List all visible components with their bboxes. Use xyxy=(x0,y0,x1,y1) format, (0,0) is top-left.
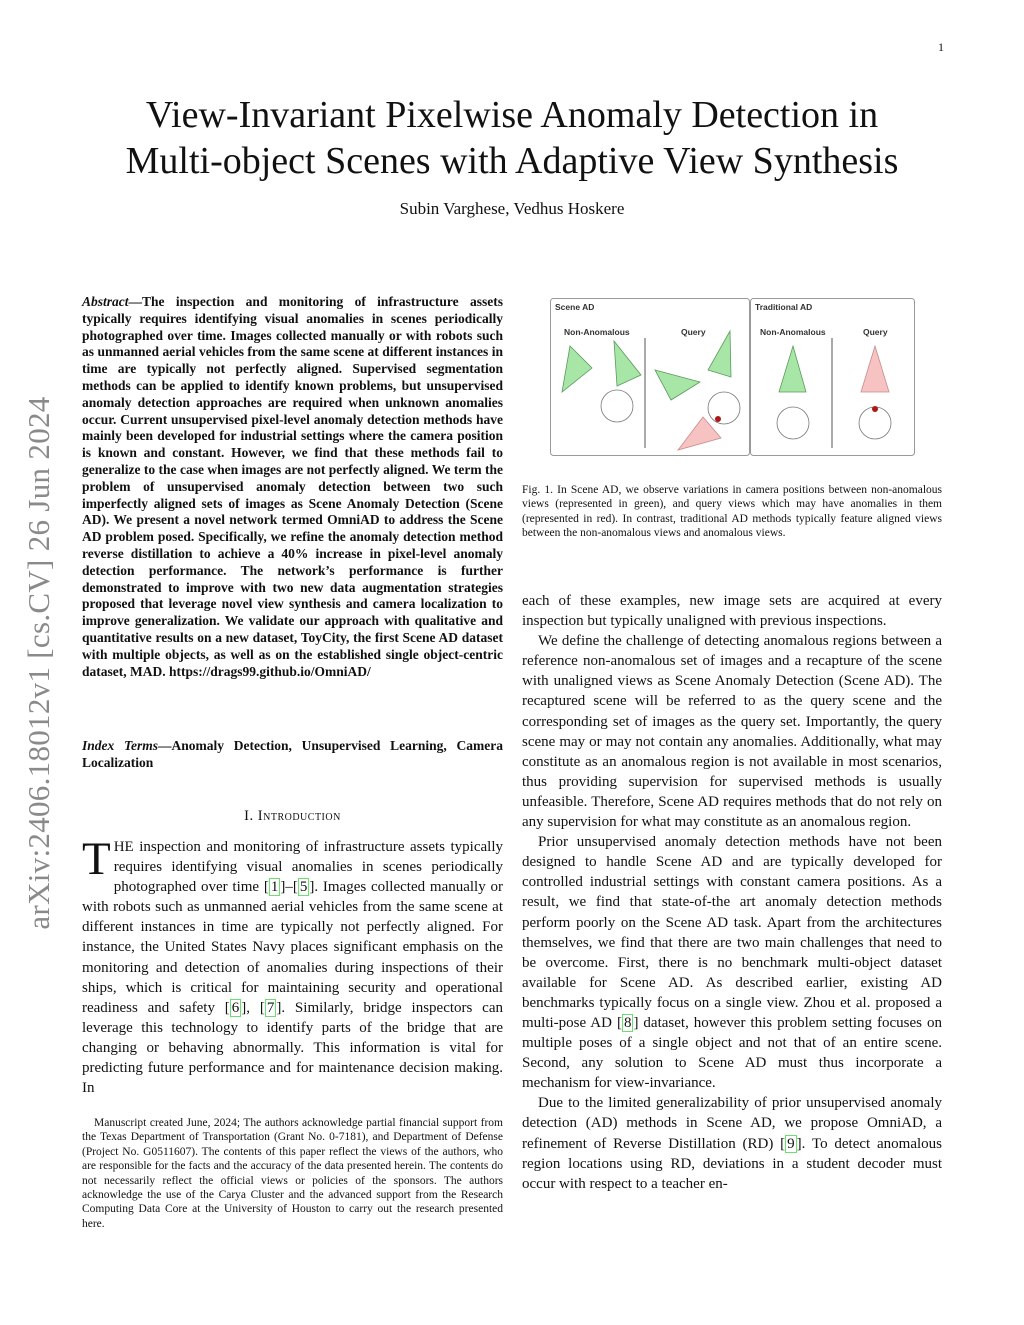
intro-text-4: ], [ xyxy=(241,999,265,1016)
paragraph-text: ]. To detect anomalous region locations using RD, deviations in a student decoder must occur with respect to a teacher en- xyxy=(522,1135,942,1192)
footnote xyxy=(82,1116,503,1231)
circle-normal xyxy=(601,390,633,422)
intro-text-3: ]. Images collected manually or with robots such as unmanned aerial vehicles from the same scene at different instances in time are typically not perfectly aligned. For instance, the United States Navy places significant emphasis on the monitoring and detection of anomalies during inspections of their ships, which is critical for maintaining security and operational readiness and safety [ xyxy=(82,879,503,1016)
index-terms-lead: Index Terms xyxy=(82,738,159,753)
section-initial: I xyxy=(257,808,264,824)
paragraph-text: Prior unsupervised anomaly detection methods have not been designed to handle Scene AD and are typically developed for controlled industrial settings with constant camera positions. As a result, we find that state-of-the art anomaly detection methods perform poorly on the Scene AD task. Apart from the architectures themselves, we find that there are two main challenges that need to be overcome. First, there is no benchmark multi-object dataset available for Scene AD. As described earlier, existing AD benchmarks typically focus on a single view. Zhou et al. proposed a multi-pose AD [ xyxy=(522,834,942,1031)
query-label: Query xyxy=(681,327,706,337)
citation-link[interactable]: 7 xyxy=(266,999,275,1016)
intro-text-1: HE inspection and monitoring of infrastructure assets typically requires identifying visual anomalies in scenes periodically photographed over time [ xyxy=(113,839,503,896)
section-heading-introduction xyxy=(82,808,503,825)
paragraph: each of these examples, new image sets are acquired at every inspection but typically unaligned with previous inspections. xyxy=(522,593,942,630)
anomaly-dot xyxy=(715,416,721,422)
title-line-2: Multi-object Scenes with Adaptive View Synthesis xyxy=(125,140,899,182)
footnote-text: Manuscript created June, 2024; The authors acknowledge partial financial support from the Texas Department of Transportation (Grant No. 0-7181), and Department of Defense (Project No. G0511607). The contents of this paper reflect the views of the authors, who are responsible for the facts and the accuracy of the data presented herein. The contents do not necessarily reflect the official views or policies of the sponsors. The authors acknowledge the use of the Carya Cluster and the advanced support from the Research Computing Data Core at the University of Houston to carry out the research presented here. xyxy=(82,1117,503,1230)
citation-link[interactable]: 8 xyxy=(623,1014,632,1031)
non-anomalous-label: Non-Anomalous xyxy=(760,327,826,337)
arxiv-stamp xyxy=(14,355,64,970)
index-terms xyxy=(82,738,503,772)
scene-ad-label: Scene AD xyxy=(555,302,595,312)
citation-link[interactable]: 5 xyxy=(299,879,308,896)
circle-normal xyxy=(708,392,740,424)
intro-paragraph xyxy=(82,833,503,1098)
abstract-lead: Abstract xyxy=(82,294,129,309)
citation-link[interactable]: 6 xyxy=(231,999,240,1016)
title-line-1: View-Invariant Pixelwise Anomaly Detection in xyxy=(145,94,879,136)
paragraph xyxy=(522,832,942,1093)
non-anomalous-label: Non-Anomalous xyxy=(564,327,630,337)
traditional-ad-label: Traditional AD xyxy=(755,302,813,312)
paper-title xyxy=(0,92,1024,184)
query-label: Query xyxy=(863,327,888,337)
authors: Subin Varghese, Vedhus Hoskere xyxy=(399,199,625,218)
page-number: 1 xyxy=(938,40,944,54)
paragraph-text: ] dataset, however this problem setting focuses on multiple poses of a single object and not that of an entire scene. Second, any solution to Scene AD must thus incorporate a mechanism for view-invariance. xyxy=(522,1014,942,1092)
arxiv-id: arXiv:2406.18012v1 [cs.CV] 26 Jun 2024 xyxy=(21,395,56,930)
paragraph xyxy=(522,1093,942,1193)
citation-link[interactable]: 9 xyxy=(787,1135,795,1152)
circle-normal xyxy=(777,407,809,439)
paragraph: We define the challenge of detecting anomalous regions between a reference non-anomalous set of images and a recapture of the scene with unaligned views as Scene Anomaly Detection (Scene AD). The recaptured scene will be referred to as the query scene and the corresponding set of images as the query set. Importantly, the query scene may or may not contain any anomalies. Additionally, what may constitute as an anomalous region is not available in most scenarios, thus providing supervision for supervised methods is usually unfeasible. Therefore, Scene AD requires methods that do not rely on any supervision for what may constitute as an anomalous region. xyxy=(522,633,942,831)
paragraph-text: Due to the limited generalizability of prior unsupervised anomaly detection (AD) methods in Scene AD, we propose OmniAD, a refinement of Reverse Distillation (RD) [ xyxy=(522,1095,942,1152)
anomaly-dot xyxy=(872,406,878,412)
figure-caption: Fig. 1. In Scene AD, we observe variations in camera positions between non-anomalous views (represented in green), and query views which may have anomalies in them (represented in red). In contrast, traditional AD methods typically feature aligned views between the non-anomalous views and anomalous views. xyxy=(522,484,942,540)
intro-text-2: ]–[ xyxy=(280,879,298,896)
right-column-text xyxy=(522,591,942,1194)
section-title-rest: ntroduction xyxy=(263,808,341,824)
index-terms-text: —Anomaly Detection, Unsupervised Learning, Camera Localization xyxy=(82,738,503,770)
abstract-text: —The inspection and monitoring of infrastructure assets typically requires identifying visual anomalies in scenes periodically photographed over time. Images collected manually or with robots such as unmanned aerial vehicles from the same scene at different instances in time are typically not perfectly aligned. Supervised segmentation methods can be applied to identify known problems, but unsupervised anomaly detection approaches are required when unknown anomalies occur. Current unsupervised pixel-level anomaly detection methods have mainly been developed for industrial settings where the camera position is known and constant. However, we find that these methods fail to generalize to the case when images are not perfectly aligned. We term the problem of unsupervised anomaly detection between two such imperfectly aligned sets of images as Scene Anomaly Detection (Scene AD). We present a novel network termed OmniAD to address the Scene AD problem posed. Specifically, we refine the anomaly detection method reverse distillation to achieve a 40% increase in pixel-level anomaly detection performance. The network’s performance is further demonstrated to improve with two new data augmentation strategies proposed that leverage novel view synthesis and camera localization to improve generalization. We validate our approach with qualitative and quantitative results on a new dataset, ToyCity, the first Scene AD dataset with multiple objects, as well as on the established single object-centric dataset, MAD. https://drags99.github.io/OmniAD/ xyxy=(82,294,503,679)
citation-link[interactable]: 1 xyxy=(270,879,279,896)
intro-text-5: ]. Similarly, bridge inspectors can leverage this technology to identify parts of the bridge that are changing or behaving abnormally. This information is vital for predicting future performance and for maintenance decision making. In xyxy=(82,999,503,1097)
figure-1 xyxy=(550,298,915,456)
section-numeral: I. xyxy=(244,808,258,824)
drop-cap: T xyxy=(82,833,111,885)
abstract xyxy=(82,294,503,680)
